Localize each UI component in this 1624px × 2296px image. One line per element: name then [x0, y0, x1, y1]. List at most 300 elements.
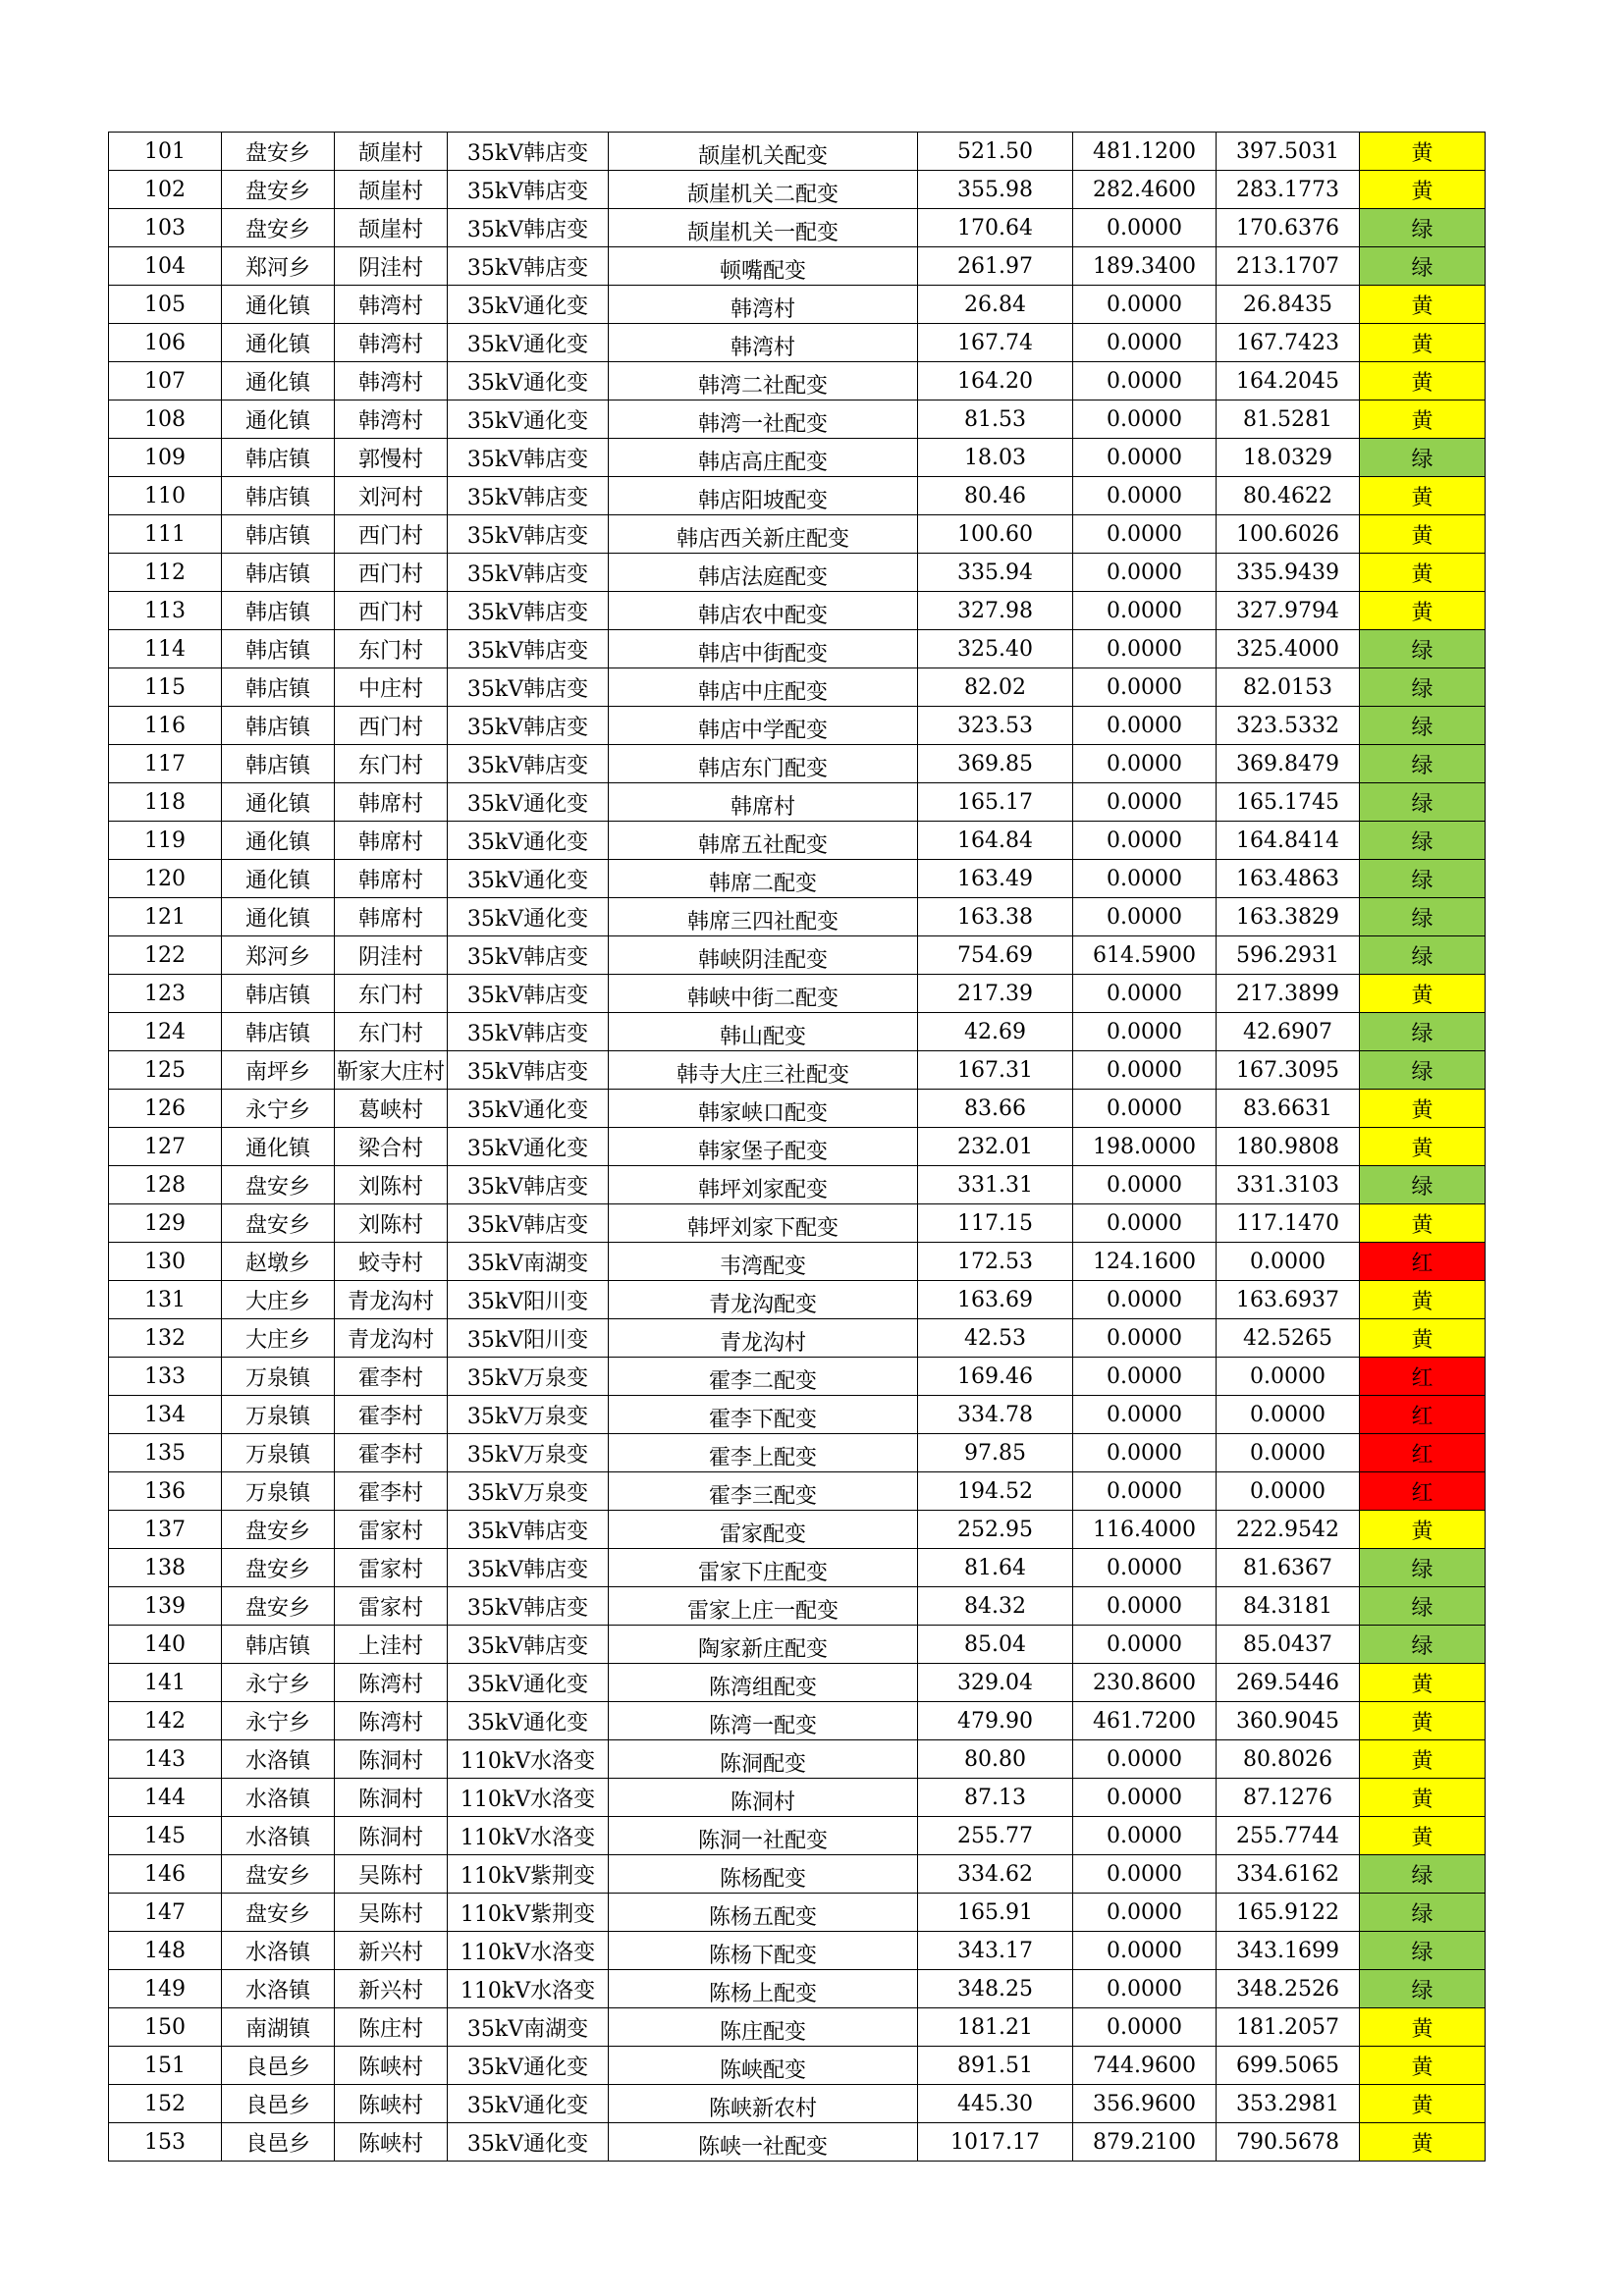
table-row: [109, 1396, 1486, 1434]
village-cell: 雷家村: [335, 1587, 448, 1626]
township-cell: 水洛镇: [222, 1779, 335, 1817]
substation-cell: 35kV韩店变: [448, 1051, 609, 1090]
substation-cell: 110kV紫荆变: [448, 1894, 609, 1932]
row-number: 107: [109, 362, 222, 400]
transformer-name-cell: 韩湾一社配变: [609, 400, 918, 439]
table-row: [109, 1702, 1486, 1740]
value-a-cell: 194.52: [918, 1472, 1073, 1511]
status-cell: 绿: [1360, 822, 1486, 860]
value-a-cell: 165.91: [918, 1894, 1073, 1932]
value-a-cell: 97.85: [918, 1434, 1073, 1472]
status-cell: 绿: [1360, 1626, 1486, 1664]
row-number: 122: [109, 936, 222, 975]
value-b-cell: 0.0000: [1073, 745, 1217, 783]
status-cell: 绿: [1360, 707, 1486, 745]
value-c-cell: 343.1699: [1217, 1932, 1360, 1970]
row-number: 141: [109, 1664, 222, 1702]
table-row: [109, 477, 1486, 515]
value-a-cell: 343.17: [918, 1932, 1073, 1970]
value-b-cell: 282.4600: [1073, 171, 1217, 209]
status-cell: 绿: [1360, 783, 1486, 822]
township-cell: 韩店镇: [222, 745, 335, 783]
village-cell: 东门村: [335, 745, 448, 783]
transformer-name-cell: 颉崖机关配变: [609, 133, 918, 171]
table-row: [109, 286, 1486, 324]
township-cell: 赵墩乡: [222, 1243, 335, 1281]
value-b-cell: 0.0000: [1073, 898, 1217, 936]
value-b-cell: 0.0000: [1073, 1396, 1217, 1434]
value-a-cell: 170.64: [918, 209, 1073, 247]
value-a-cell: 217.39: [918, 975, 1073, 1013]
status-cell: 黄: [1360, 1281, 1486, 1319]
value-c-cell: 42.5265: [1217, 1319, 1360, 1358]
value-c-cell: 167.3095: [1217, 1051, 1360, 1090]
substation-cell: 35kV韩店变: [448, 209, 609, 247]
status-cell: 黄: [1360, 324, 1486, 362]
substation-cell: 35kV通化变: [448, 362, 609, 400]
value-b-cell: 481.1200: [1073, 133, 1217, 171]
value-c-cell: 397.5031: [1217, 133, 1360, 171]
township-cell: 通化镇: [222, 400, 335, 439]
value-b-cell: 0.0000: [1073, 1587, 1217, 1626]
township-cell: 韩店镇: [222, 477, 335, 515]
table-row: [109, 1281, 1486, 1319]
village-cell: 西门村: [335, 707, 448, 745]
village-cell: 韩席村: [335, 822, 448, 860]
township-cell: 通化镇: [222, 898, 335, 936]
value-a-cell: 445.30: [918, 2085, 1073, 2123]
township-cell: 永宁乡: [222, 1702, 335, 1740]
township-cell: 良邑乡: [222, 2123, 335, 2162]
township-cell: 盘安乡: [222, 133, 335, 171]
village-cell: 东门村: [335, 1013, 448, 1051]
value-c-cell: 26.8435: [1217, 286, 1360, 324]
value-a-cell: 355.98: [918, 171, 1073, 209]
table-row: [109, 1970, 1486, 2008]
value-b-cell: 356.9600: [1073, 2085, 1217, 2123]
transformer-name-cell: 青龙沟配变: [609, 1281, 918, 1319]
substation-cell: 110kV水洛变: [448, 1970, 609, 2008]
transformer-name-cell: 陈洞一社配变: [609, 1817, 918, 1855]
township-cell: 通化镇: [222, 1128, 335, 1166]
value-a-cell: 164.20: [918, 362, 1073, 400]
village-cell: 霍李村: [335, 1358, 448, 1396]
status-cell: 黄: [1360, 2047, 1486, 2085]
township-cell: 通化镇: [222, 362, 335, 400]
township-cell: 水洛镇: [222, 1817, 335, 1855]
value-b-cell: 0.0000: [1073, 439, 1217, 477]
row-number: 103: [109, 209, 222, 247]
transformer-name-cell: 韦湾配变: [609, 1243, 918, 1281]
substation-cell: 35kV万泉变: [448, 1396, 609, 1434]
transformer-name-cell: 韩峡中街二配变: [609, 975, 918, 1013]
value-c-cell: 325.4000: [1217, 630, 1360, 668]
row-number: 147: [109, 1894, 222, 1932]
substation-cell: 35kV韩店变: [448, 171, 609, 209]
transformer-name-cell: 韩店法庭配变: [609, 554, 918, 592]
village-cell: 新兴村: [335, 1970, 448, 2008]
table-row: [109, 783, 1486, 822]
value-b-cell: 0.0000: [1073, 860, 1217, 898]
township-cell: 水洛镇: [222, 1970, 335, 2008]
value-c-cell: 0.0000: [1217, 1472, 1360, 1511]
value-c-cell: 335.9439: [1217, 554, 1360, 592]
village-cell: 颉崖村: [335, 171, 448, 209]
status-cell: 绿: [1360, 439, 1486, 477]
transformer-name-cell: 韩店农中配变: [609, 592, 918, 630]
value-a-cell: 479.90: [918, 1702, 1073, 1740]
village-cell: 东门村: [335, 630, 448, 668]
value-a-cell: 163.69: [918, 1281, 1073, 1319]
value-b-cell: 0.0000: [1073, 1281, 1217, 1319]
transformer-name-cell: 韩坪刘家下配变: [609, 1204, 918, 1243]
status-cell: 黄: [1360, 2085, 1486, 2123]
table-row: [109, 975, 1486, 1013]
transformer-name-cell: 陈湾一配变: [609, 1702, 918, 1740]
status-cell: 黄: [1360, 477, 1486, 515]
value-a-cell: 252.95: [918, 1511, 1073, 1549]
substation-cell: 35kV通化变: [448, 1090, 609, 1128]
value-c-cell: 699.5065: [1217, 2047, 1360, 2085]
transformer-name-cell: 韩坪刘家配变: [609, 1166, 918, 1204]
value-b-cell: 0.0000: [1073, 1204, 1217, 1243]
status-cell: 黄: [1360, 2123, 1486, 2162]
transformer-name-cell: 韩峡阴洼配变: [609, 936, 918, 975]
village-cell: 靳家大庄村: [335, 1051, 448, 1090]
table-row: [109, 1243, 1486, 1281]
status-cell: 黄: [1360, 1090, 1486, 1128]
status-cell: 黄: [1360, 133, 1486, 171]
value-c-cell: 117.1470: [1217, 1204, 1360, 1243]
table-row: [109, 898, 1486, 936]
value-a-cell: 80.80: [918, 1740, 1073, 1779]
value-b-cell: 198.0000: [1073, 1128, 1217, 1166]
row-number: 140: [109, 1626, 222, 1664]
table-row: [109, 1204, 1486, 1243]
value-b-cell: 0.0000: [1073, 1166, 1217, 1204]
village-cell: 青龙沟村: [335, 1319, 448, 1358]
township-cell: 大庄乡: [222, 1281, 335, 1319]
substation-cell: 35kV韩店变: [448, 1204, 609, 1243]
value-b-cell: 0.0000: [1073, 822, 1217, 860]
transformer-name-cell: 韩店东门配变: [609, 745, 918, 783]
status-cell: 黄: [1360, 975, 1486, 1013]
transformer-name-cell: 陈湾组配变: [609, 1664, 918, 1702]
substation-cell: 35kV通化变: [448, 2047, 609, 2085]
substation-cell: 35kV韩店变: [448, 1511, 609, 1549]
status-cell: 黄: [1360, 400, 1486, 439]
table-row: [109, 1740, 1486, 1779]
table-row: [109, 554, 1486, 592]
table-row: [109, 1932, 1486, 1970]
table-row: [109, 822, 1486, 860]
village-cell: 颉崖村: [335, 133, 448, 171]
village-cell: 韩席村: [335, 783, 448, 822]
transformer-name-cell: 韩席三四社配变: [609, 898, 918, 936]
substation-cell: 35kV万泉变: [448, 1434, 609, 1472]
value-b-cell: 189.3400: [1073, 247, 1217, 286]
village-cell: 郭慢村: [335, 439, 448, 477]
value-b-cell: 0.0000: [1073, 1319, 1217, 1358]
value-c-cell: 163.6937: [1217, 1281, 1360, 1319]
value-c-cell: 222.9542: [1217, 1511, 1360, 1549]
value-b-cell: 0.0000: [1073, 209, 1217, 247]
village-cell: 雷家村: [335, 1511, 448, 1549]
table-row: [109, 1817, 1486, 1855]
status-cell: 黄: [1360, 515, 1486, 554]
value-a-cell: 81.64: [918, 1549, 1073, 1587]
township-cell: 盘安乡: [222, 1587, 335, 1626]
status-cell: 绿: [1360, 860, 1486, 898]
village-cell: 葛峡村: [335, 1090, 448, 1128]
substation-cell: 35kV通化变: [448, 1702, 609, 1740]
township-cell: 韩店镇: [222, 1626, 335, 1664]
transformer-name-cell: 陈杨下配变: [609, 1932, 918, 1970]
value-a-cell: 172.53: [918, 1243, 1073, 1281]
substation-cell: 35kV韩店变: [448, 133, 609, 171]
township-cell: 盘安乡: [222, 1549, 335, 1587]
village-cell: 霍李村: [335, 1396, 448, 1434]
table-row: [109, 1626, 1486, 1664]
table-row: [109, 515, 1486, 554]
value-a-cell: 181.21: [918, 2008, 1073, 2047]
status-cell: 黄: [1360, 1511, 1486, 1549]
village-cell: 吴陈村: [335, 1894, 448, 1932]
value-a-cell: 329.04: [918, 1664, 1073, 1702]
township-cell: 盘安乡: [222, 1855, 335, 1894]
value-c-cell: 42.6907: [1217, 1013, 1360, 1051]
value-c-cell: 323.5332: [1217, 707, 1360, 745]
township-cell: 通化镇: [222, 324, 335, 362]
value-b-cell: 614.5900: [1073, 936, 1217, 975]
table-row: [109, 2047, 1486, 2085]
township-cell: 通化镇: [222, 822, 335, 860]
status-cell: 绿: [1360, 209, 1486, 247]
village-cell: 颉崖村: [335, 209, 448, 247]
village-cell: 西门村: [335, 554, 448, 592]
status-cell: 黄: [1360, 1128, 1486, 1166]
value-c-cell: 213.1707: [1217, 247, 1360, 286]
township-cell: 韩店镇: [222, 592, 335, 630]
table-body: [109, 133, 1486, 2162]
value-c-cell: 0.0000: [1217, 1358, 1360, 1396]
row-number: 128: [109, 1166, 222, 1204]
status-cell: 绿: [1360, 247, 1486, 286]
transformer-name-cell: 陈杨五配变: [609, 1894, 918, 1932]
substation-cell: 35kV通化变: [448, 2123, 609, 2162]
transformer-name-cell: 霍李二配变: [609, 1358, 918, 1396]
status-cell: 黄: [1360, 1779, 1486, 1817]
substation-cell: 110kV水洛变: [448, 1932, 609, 1970]
value-c-cell: 85.0437: [1217, 1626, 1360, 1664]
status-cell: 绿: [1360, 1549, 1486, 1587]
value-c-cell: 596.2931: [1217, 936, 1360, 975]
value-b-cell: 0.0000: [1073, 1013, 1217, 1051]
value-a-cell: 83.66: [918, 1090, 1073, 1128]
value-b-cell: 0.0000: [1073, 1817, 1217, 1855]
value-a-cell: 18.03: [918, 439, 1073, 477]
row-number: 144: [109, 1779, 222, 1817]
substation-cell: 35kV韩店变: [448, 1587, 609, 1626]
township-cell: 水洛镇: [222, 1932, 335, 1970]
value-c-cell: 170.6376: [1217, 209, 1360, 247]
value-c-cell: 83.6631: [1217, 1090, 1360, 1128]
row-number: 134: [109, 1396, 222, 1434]
row-number: 101: [109, 133, 222, 171]
row-number: 112: [109, 554, 222, 592]
value-c-cell: 369.8479: [1217, 745, 1360, 783]
value-b-cell: 0.0000: [1073, 1779, 1217, 1817]
value-c-cell: 353.2981: [1217, 2085, 1360, 2123]
township-cell: 万泉镇: [222, 1358, 335, 1396]
village-cell: 刘河村: [335, 477, 448, 515]
table-row: [109, 630, 1486, 668]
value-b-cell: 0.0000: [1073, 400, 1217, 439]
value-b-cell: 0.0000: [1073, 1434, 1217, 1472]
value-a-cell: 521.50: [918, 133, 1073, 171]
table-row: [109, 1128, 1486, 1166]
substation-cell: 35kV韩店变: [448, 554, 609, 592]
value-b-cell: 0.0000: [1073, 1932, 1217, 1970]
value-b-cell: 461.7200: [1073, 1702, 1217, 1740]
value-c-cell: 165.1745: [1217, 783, 1360, 822]
status-cell: 黄: [1360, 1817, 1486, 1855]
table-row: [109, 324, 1486, 362]
substation-cell: 35kV通化变: [448, 783, 609, 822]
table-row: [109, 1664, 1486, 1702]
value-c-cell: 163.4863: [1217, 860, 1360, 898]
village-cell: 东门村: [335, 975, 448, 1013]
township-cell: 韩店镇: [222, 668, 335, 707]
value-a-cell: 1017.17: [918, 2123, 1073, 2162]
value-b-cell: 0.0000: [1073, 630, 1217, 668]
substation-cell: 35kV韩店变: [448, 707, 609, 745]
value-a-cell: 85.04: [918, 1626, 1073, 1664]
table-row: [109, 1358, 1486, 1396]
township-cell: 韩店镇: [222, 707, 335, 745]
value-c-cell: 167.7423: [1217, 324, 1360, 362]
village-cell: 刘陈村: [335, 1166, 448, 1204]
substation-cell: 35kV通化变: [448, 1128, 609, 1166]
status-cell: 绿: [1360, 898, 1486, 936]
transformer-name-cell: 陈杨配变: [609, 1855, 918, 1894]
township-cell: 盘安乡: [222, 171, 335, 209]
table-row: [109, 2085, 1486, 2123]
village-cell: 新兴村: [335, 1932, 448, 1970]
status-cell: 绿: [1360, 1166, 1486, 1204]
transformer-name-cell: 韩寺大庄三社配变: [609, 1051, 918, 1090]
substation-cell: 35kV韩店变: [448, 1013, 609, 1051]
village-cell: 阴洼村: [335, 247, 448, 286]
value-b-cell: 879.2100: [1073, 2123, 1217, 2162]
row-number: 126: [109, 1090, 222, 1128]
table-row: [109, 247, 1486, 286]
village-cell: 陈洞村: [335, 1779, 448, 1817]
substation-cell: 35kV通化变: [448, 400, 609, 439]
village-cell: 韩湾村: [335, 324, 448, 362]
village-cell: 陈湾村: [335, 1702, 448, 1740]
row-number: 121: [109, 898, 222, 936]
table-row: [109, 1434, 1486, 1472]
data-table: [108, 132, 1486, 2162]
value-c-cell: 81.6367: [1217, 1549, 1360, 1587]
status-cell: 绿: [1360, 1970, 1486, 2008]
transformer-name-cell: 韩山配变: [609, 1013, 918, 1051]
value-b-cell: 0.0000: [1073, 2008, 1217, 2047]
transformer-name-cell: 雷家上庄一配变: [609, 1587, 918, 1626]
value-b-cell: 0.0000: [1073, 286, 1217, 324]
row-number: 133: [109, 1358, 222, 1396]
value-a-cell: 334.78: [918, 1396, 1073, 1434]
township-cell: 水洛镇: [222, 1740, 335, 1779]
transformer-name-cell: 陈峡新农村: [609, 2085, 918, 2123]
value-a-cell: 348.25: [918, 1970, 1073, 2008]
value-a-cell: 255.77: [918, 1817, 1073, 1855]
substation-cell: 35kV万泉变: [448, 1472, 609, 1511]
village-cell: 霍李村: [335, 1472, 448, 1511]
value-c-cell: 81.5281: [1217, 400, 1360, 439]
substation-cell: 35kV韩店变: [448, 439, 609, 477]
row-number: 123: [109, 975, 222, 1013]
transformer-name-cell: 雷家下庄配变: [609, 1549, 918, 1587]
transformer-name-cell: 韩席二配变: [609, 860, 918, 898]
substation-cell: 35kV通化变: [448, 2085, 609, 2123]
village-cell: 阴洼村: [335, 936, 448, 975]
transformer-name-cell: 韩店中街配变: [609, 630, 918, 668]
row-number: 132: [109, 1319, 222, 1358]
status-cell: 绿: [1360, 1855, 1486, 1894]
value-b-cell: 124.1600: [1073, 1243, 1217, 1281]
row-number: 131: [109, 1281, 222, 1319]
village-cell: 韩席村: [335, 860, 448, 898]
value-a-cell: 81.53: [918, 400, 1073, 439]
row-number: 110: [109, 477, 222, 515]
value-c-cell: 87.1276: [1217, 1779, 1360, 1817]
transformer-name-cell: 韩席村: [609, 783, 918, 822]
township-cell: 郑河乡: [222, 247, 335, 286]
township-cell: 郑河乡: [222, 936, 335, 975]
row-number: 116: [109, 707, 222, 745]
village-cell: 陈峡村: [335, 2123, 448, 2162]
value-b-cell: 0.0000: [1073, 1358, 1217, 1396]
status-cell: 绿: [1360, 1013, 1486, 1051]
substation-cell: 35kV韩店变: [448, 975, 609, 1013]
table-row: [109, 1090, 1486, 1128]
transformer-name-cell: 韩家堡子配变: [609, 1128, 918, 1166]
substation-cell: 35kV韩店变: [448, 1626, 609, 1664]
row-number: 113: [109, 592, 222, 630]
row-number: 143: [109, 1740, 222, 1779]
status-cell: 黄: [1360, 1664, 1486, 1702]
table-row: [109, 1013, 1486, 1051]
value-b-cell: 116.4000: [1073, 1511, 1217, 1549]
value-a-cell: 87.13: [918, 1779, 1073, 1817]
value-a-cell: 261.97: [918, 247, 1073, 286]
table-row: [109, 1511, 1486, 1549]
value-a-cell: 163.49: [918, 860, 1073, 898]
village-cell: 梁合村: [335, 1128, 448, 1166]
value-c-cell: 327.9794: [1217, 592, 1360, 630]
village-cell: 西门村: [335, 515, 448, 554]
substation-cell: 35kV通化变: [448, 898, 609, 936]
status-cell: 红: [1360, 1472, 1486, 1511]
village-cell: 陈洞村: [335, 1817, 448, 1855]
row-number: 145: [109, 1817, 222, 1855]
transformer-name-cell: 顿嘴配变: [609, 247, 918, 286]
value-b-cell: 0.0000: [1073, 783, 1217, 822]
village-cell: 韩席村: [335, 898, 448, 936]
substation-cell: 110kV紫荆变: [448, 1855, 609, 1894]
